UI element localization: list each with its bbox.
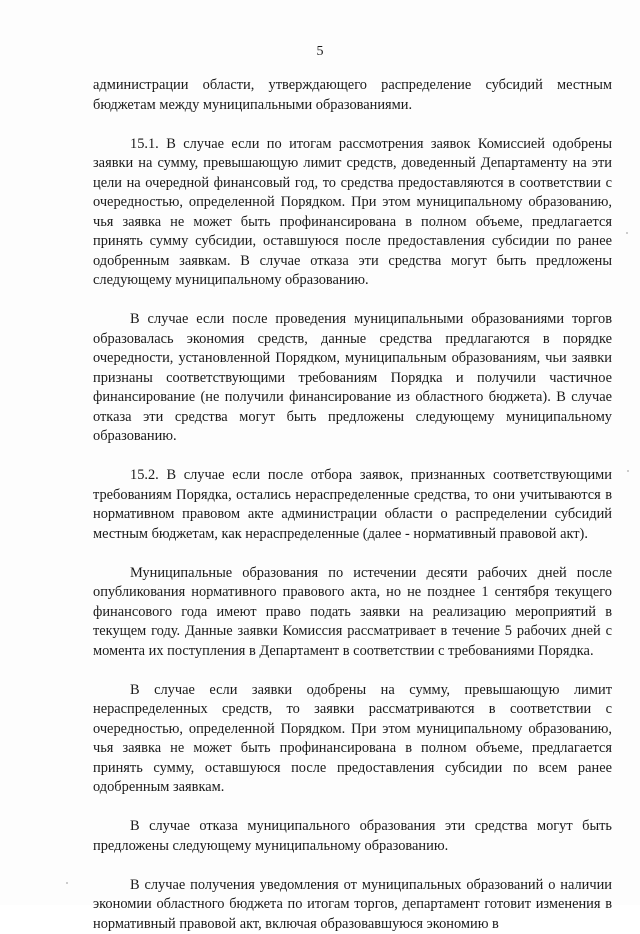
scan-speck <box>66 882 68 884</box>
paragraph-budget-savings-notice: В случае получения уведомления от муниципальных образований о наличии экономии областного бюджета по итогам торгов, департамент готовит изменения в нормативный правовой акт, включая образовавшуюся экономию в <box>93 876 612 934</box>
paragraph-continuation: администрации области, утверждающего распределение субсидий местным бюджетам между муниципальными образованиями. <box>93 76 612 115</box>
paragraph-refusal: В случае отказа муниципального образования эти средства могут быть предложены следующему муниципальному образованию. <box>93 817 612 856</box>
paragraph-15-1: 15.1. В случае если по итогам рассмотрения заявок Комиссией одобрены заявки на сумму, превышающую лимит средств, доведенный Департаменту на эти цели на очередной финансовый год, то средства предоставляются в соответствии с очередностью, определенной Порядком. При этом муниципальному образованию, чья заявка не может быть профинансирована в полном объеме, предлагается принять сумму субсидии, оставшуюся после предоставления субсидии по ранее одобренным заявкам. В случае отказа эти средства могут быть предложены следующему муниципальному образованию. <box>93 135 612 291</box>
paragraph-15-2: 15.2. В случае если после отбора заявок, признанных соответствующими требованиям Порядка, остались нераспределенные средства, то они учитываются в нормативном правовом акте администрации области о распределении субсидий местным бюджетам, как нераспределенные (далее - нормативный правовой акт). <box>93 466 612 544</box>
page-number: 5 <box>0 44 640 60</box>
paragraph-applications-deadline: Муниципальные образования по истечении десяти рабочих дней после опубликования нормативного правового акта, но не позднее 1 сентября текущего финансового года имеют право подать заявки на реализацию мероприятий в текущем году. Данные заявки Комиссия рассматривает в течение 5 рабочих дней с момента их поступления в Департамент в соответствии с требованиями Порядка. <box>93 564 612 662</box>
scan-speck <box>627 470 629 472</box>
scan-speck <box>626 232 628 234</box>
document-body <box>93 76 612 934</box>
paragraph-savings-after-tenders: В случае если после проведения муниципальными образованиями торгов образовалась экономия средств, данные средства предлагаются в порядке очередности, установленной Порядком, муниципальным образованиям, чьи заявки признаны соответствующими требованиям Порядка и получили частичное финансирование (не получили финансирование из областного бюджета). В случае отказа эти средства могут быть предложены следующему муниципальному образованию. <box>93 310 612 447</box>
paragraph-limit-exceeded: В случае если заявки одобрены на сумму, превышающую лимит нераспределенных средств, то заявки рассматриваются в соответствии с очередностью, определенной Порядком. При этом муниципальному образованию, чья заявка не может быть профинансирована в полном объеме, предлагается принять сумму, оставшуюся после предоставления субсидии по всем ранее одобренным заявкам. <box>93 681 612 798</box>
